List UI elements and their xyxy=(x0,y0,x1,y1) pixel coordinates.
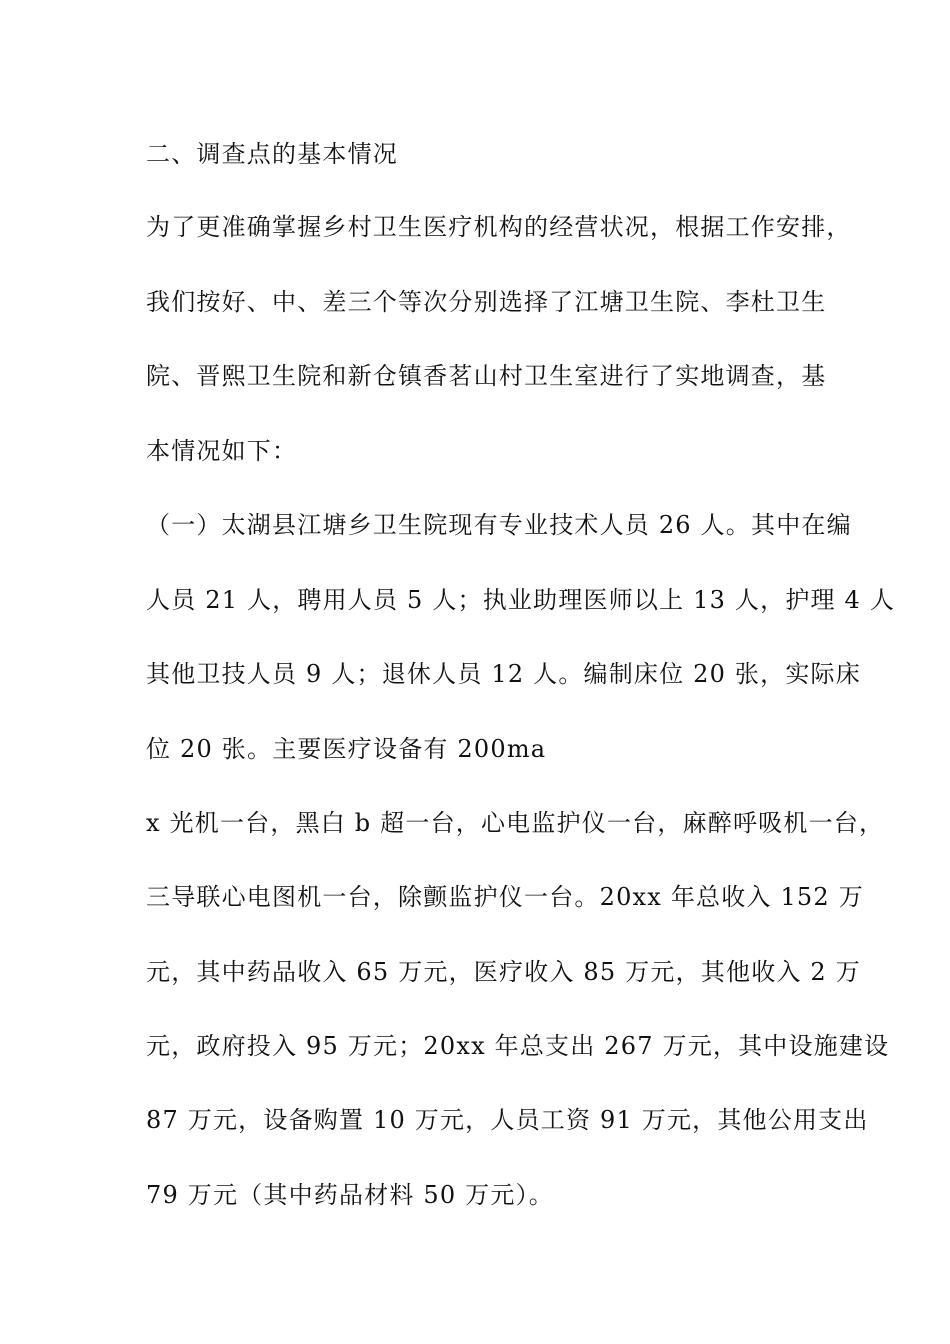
paragraph-line: 我们按好、中、差三个等次分别选择了江塘卫生院、李杜卫生 xyxy=(146,288,827,316)
paragraph-line: 79 万元（其中药品材料 50 万元）。 xyxy=(146,1181,554,1209)
paragraph-line: 元，其中药品收入 65 万元，医疗收入 85 万元，其他收入 2 万 xyxy=(146,958,861,986)
paragraph-line: x 光机一台，黑白 b 超一台，心电监护仪一台，麻醉呼吸机一台， xyxy=(146,809,885,837)
section-heading: 二、调查点的基本情况 xyxy=(146,140,398,168)
paragraph-line: 人员 21 人，聘用人员 5 人；执业助理医师以上 13 人，护理 4 人 xyxy=(146,586,896,614)
paragraph-line: 三导联心电图机一台，除颤监护仪一台。20xx 年总收入 152 万 xyxy=(146,883,864,911)
paragraph-line: （一）太湖县江塘乡卫生院现有专业技术人员 26 人。其中在编 xyxy=(146,511,852,539)
paragraph-line: 本情况如下： xyxy=(146,437,298,465)
paragraph-line: 87 万元，设备购置 10 万元，人员工资 91 万元，其他公用支出 xyxy=(146,1106,869,1134)
paragraph-line: 元，政府投入 95 万元；20xx 年总支出 267 万元，其中设施建设 xyxy=(146,1032,890,1060)
paragraph-line: 院、晋熙卫生院和新仓镇香茗山村卫生室进行了实地调查，基 xyxy=(146,362,827,390)
paragraph-line: 为了更准确掌握乡村卫生医疗机构的经营状况，根据工作安排， xyxy=(146,213,852,241)
paragraph-line: 其他卫技人员 9 人；退休人员 12 人。编制床位 20 张，实际床 xyxy=(146,660,861,688)
paragraph-line: 位 20 张。主要医疗设备有 200ma xyxy=(146,735,547,763)
